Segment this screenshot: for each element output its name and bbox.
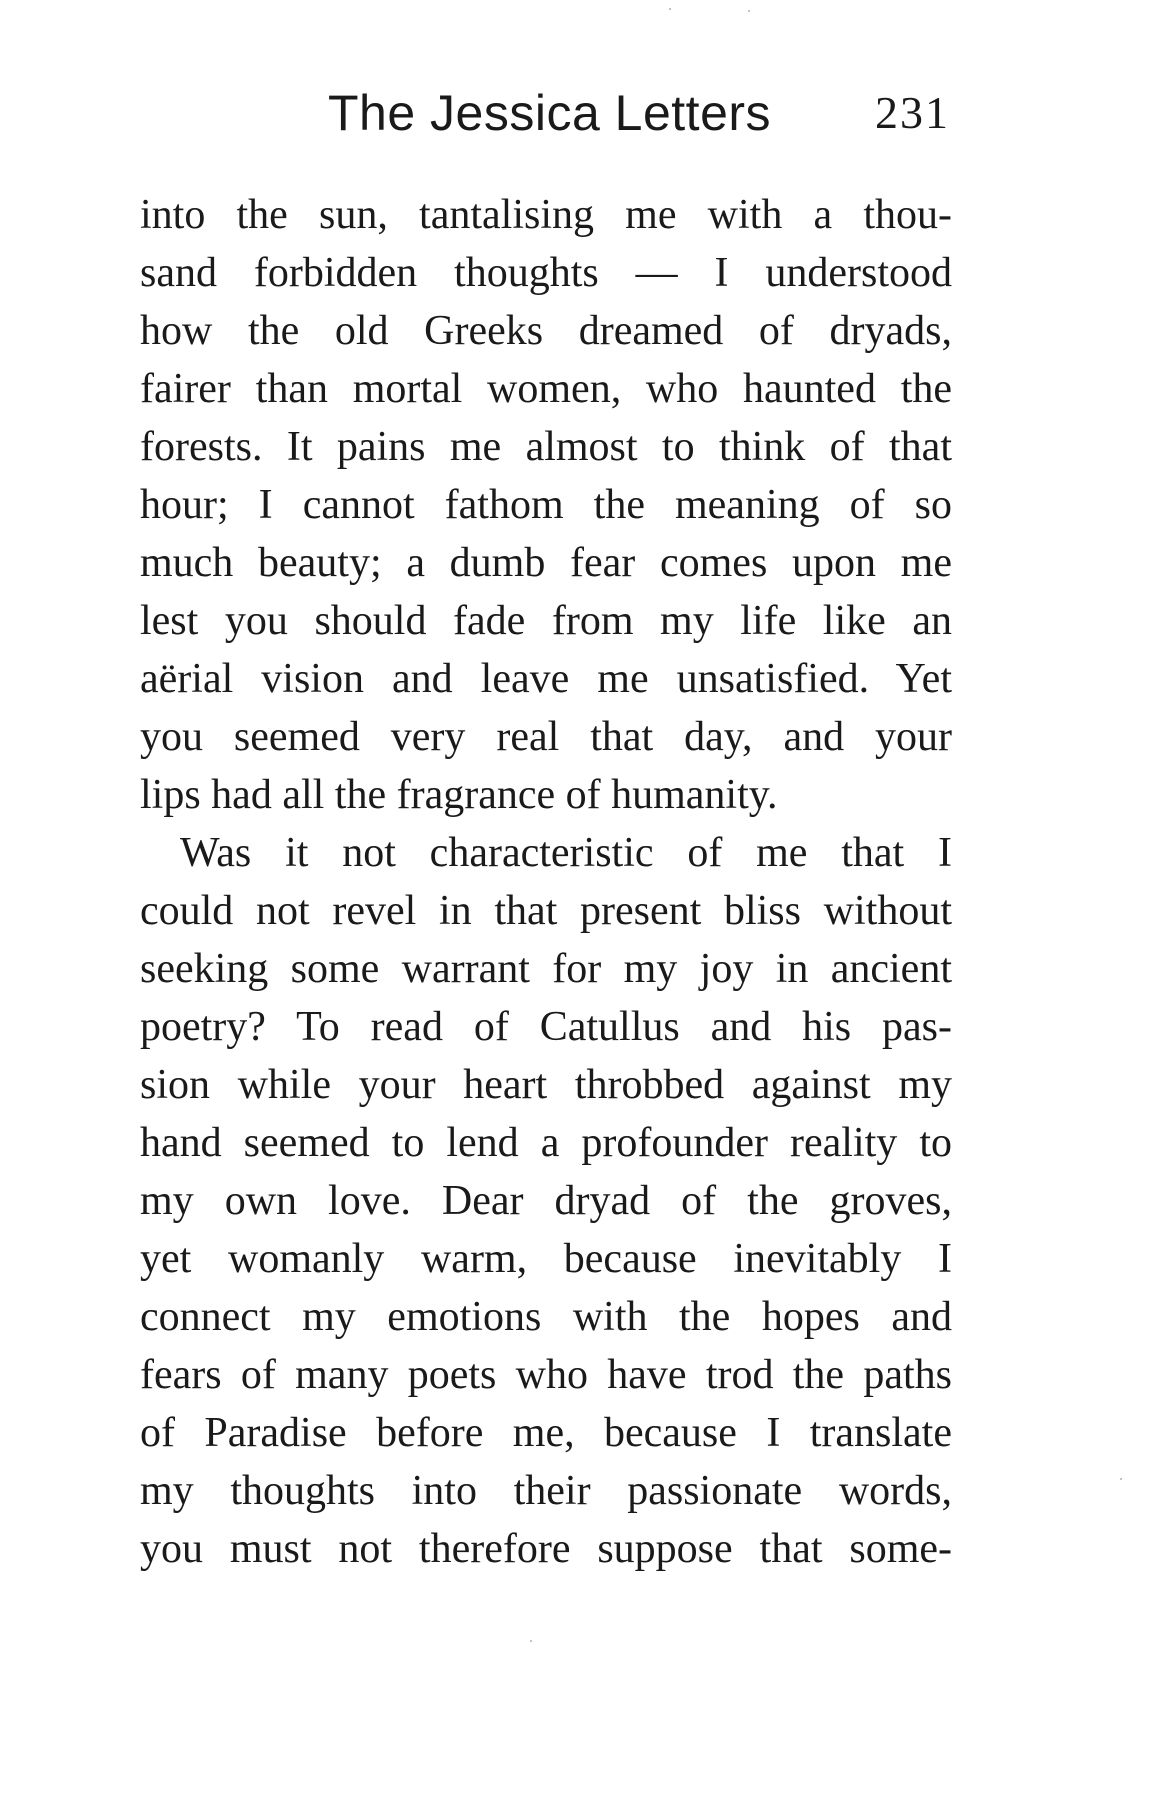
- text-line: seeking some warrant for my joy in ancient: [140, 946, 952, 992]
- running-head: [140, 78, 950, 148]
- page-number: 231: [875, 87, 950, 138]
- text-line: aërial vision and leave me unsatisfied. Yet: [140, 656, 952, 702]
- text-line: hour; I cannot fathom the meaning of so: [140, 482, 952, 528]
- paper-speck: [530, 1640, 532, 1642]
- text-line: sion while your heart throbbed against my: [140, 1062, 952, 1108]
- paragraph-2: [140, 824, 952, 1578]
- text-line: poetry? To read of Catullus and his pas-: [140, 1004, 952, 1050]
- paper-speck: [669, 8, 671, 10]
- text-line: connect my emotions with the hopes and: [140, 1294, 952, 1340]
- text-line: my thoughts into their passionate words,: [140, 1468, 952, 1514]
- paper-speck: [748, 10, 750, 12]
- body-text: [140, 186, 952, 1578]
- text-line: you seemed very real that day, and your: [140, 714, 952, 760]
- paper-speck: [1120, 1478, 1122, 1480]
- paragraph-1: [140, 186, 952, 824]
- text-line: lips had all the fragrance of humanity.: [140, 772, 778, 818]
- text-line: yet womanly warm, because inevitably I: [140, 1236, 952, 1282]
- text-line: much beauty; a dumb fear comes upon me: [140, 540, 952, 586]
- text-line: you must not therefore suppose that some-: [140, 1526, 952, 1572]
- text-line: of Paradise before me, because I translate: [140, 1410, 952, 1456]
- text-line: my own love. Dear dryad of the groves,: [140, 1178, 952, 1224]
- text-line: Was it not characteristic of me that I: [180, 830, 952, 876]
- text-line: forests. It pains me almost to think of that: [140, 424, 952, 470]
- text-line: fears of many poets who have trod the paths: [140, 1352, 952, 1398]
- text-line: fairer than mortal women, who haunted the: [140, 366, 952, 412]
- text-line: lest you should fade from my life like an: [140, 598, 952, 644]
- text-line: hand seemed to lend a profounder reality to: [140, 1120, 952, 1166]
- text-line: sand forbidden thoughts — I understood: [140, 250, 952, 296]
- text-line: into the sun, tantalising me with a thou-: [140, 192, 952, 238]
- text-line: how the old Greeks dreamed of dryads,: [140, 308, 952, 354]
- text-line: could not revel in that present bliss without: [140, 888, 952, 934]
- running-title: The Jessica Letters: [328, 85, 772, 141]
